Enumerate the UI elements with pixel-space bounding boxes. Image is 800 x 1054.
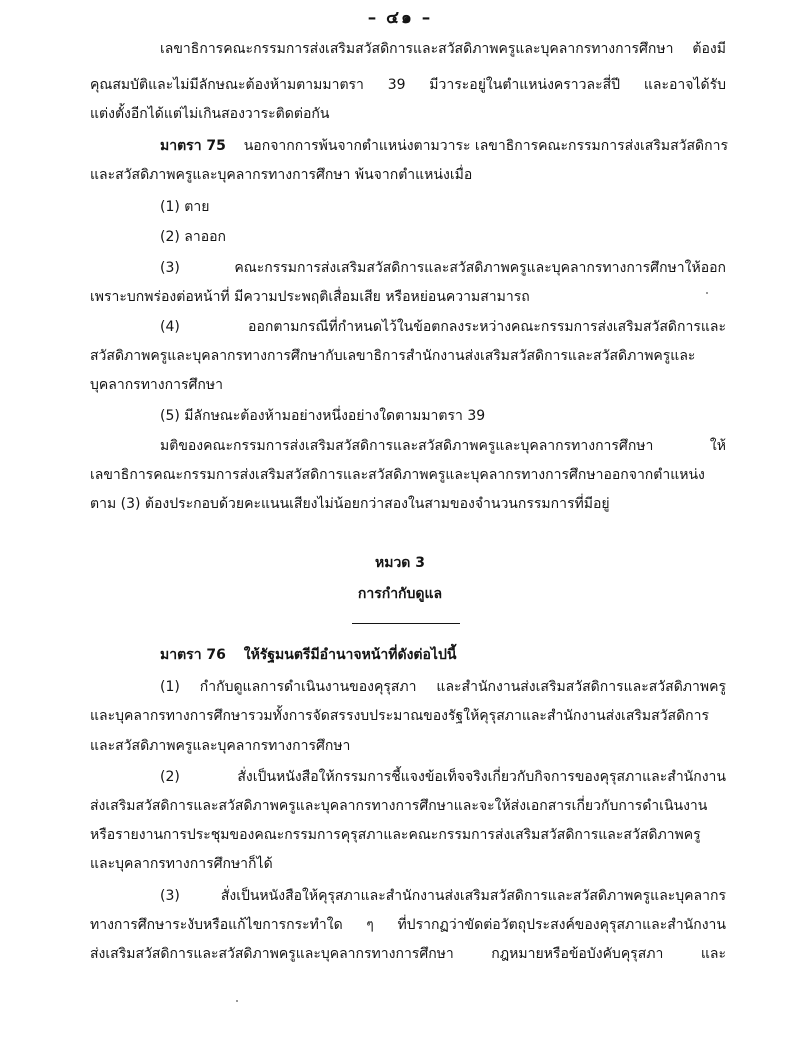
chapter-number: หมวด 3 (374, 555, 426, 571)
resolution-line: เลขาธิการคณะกรรมการส่งเสริมสวัสดิการและสวัสดิภาพครูและบุคลากรทางการศึกษาออกจากตำแหน่ง (90, 467, 705, 483)
paragraph-line: เลขาธิการคณะกรรมการส่งเสริมสวัสดิการและสวัสดิภาพครูและบุคลากรทางการศึกษา ต้องมี (160, 41, 726, 57)
list-item-continuation: ทางการศึกษาระงับหรือแก้ไขการกระทำใด ๆ ที่ปรากฏว่าขัดต่อวัตถุประสงค์ของคุรุสภาและสำนักงาน (90, 917, 726, 933)
list-item-continuation: เพราะบกพร่องต่อหน้าที่ มีความประพฤติเสื่อมเสีย หรือหย่อนความสามารถ (90, 289, 530, 305)
section-label: มาตรา 76 (160, 647, 226, 663)
list-item-continuation: สวัสดิภาพครูและบุคลากรทางการศึกษากับเลขาธิการสำนักงานส่งเสริมสวัสดิการและสวัสดิภาพครูและ (90, 348, 696, 364)
list-item-continuation: บุคลากรทางการศึกษา (90, 377, 223, 393)
list-item-continuation: และบุคลากรทางการศึกษารวมทั้งการจัดสรรงบประมาณของรัฐให้คุรุสภาและสำนักงานส่งเสริมสวัสดิการ (90, 708, 710, 724)
section-75-line (160, 137, 726, 155)
list-item-continuation: และบุคลากรทางการศึกษาก็ได้ (90, 856, 273, 872)
section-line: และสวัสดิภาพครูและบุคลากรทางการศึกษา พ้นจากตำแหน่งเมื่อ (90, 167, 473, 183)
list-item: (1) กำกับดูแลการดำเนินงานของคุรุสภา และสำนักงานส่งเสริมสวัสดิการและสวัสดิภาพครู (160, 679, 726, 695)
scan-speck (236, 1000, 238, 1002)
scan-speck (706, 292, 708, 294)
list-item: (3) สั่งเป็นหนังสือให้คุรุสภาและสำนักงานส่งเสริมสวัสดิการและสวัสดิภาพครูและบุคลากร (160, 888, 726, 904)
paragraph-line: คุณสมบัติและไม่มีลักษณะต้องห้ามตามมาตรา 39 มีวาระอยู่ในตำแหน่งคราวละสี่ปี และอาจได้รับ (90, 77, 726, 93)
page-number: – ๔๑ – (367, 8, 433, 28)
list-item: (3) คณะกรรมการส่งเสริมสวัสดิการและสวัสดิภาพครูและบุคลากรทางการศึกษาให้ออก (160, 260, 726, 276)
section-text: นอกจากการพ้นจากตำแหน่งตามวาระ เลขาธิการคณะกรรมการส่งเสริมสวัสดิการ (243, 138, 728, 154)
section-label: มาตรา 75 (160, 138, 226, 154)
list-item: (4) ออกตามกรณีที่กำหนดไว้ในข้อตกลงระหว่างคณะกรรมการส่งเสริมสวัสดิการและ (160, 319, 726, 335)
list-item: (2) ลาออก (160, 229, 227, 245)
list-item-continuation: ส่งเสริมสวัสดิการและสวัสดิภาพครูและบุคลากรทางการศึกษาและจะให้ส่งเอกสารเกี่ยวกับการดำเนินงาน (90, 798, 708, 814)
list-item-continuation: ส่งเสริมสวัสดิการและสวัสดิภาพครูและบุคลากรทางการศึกษา กฎหมายหรือข้อบังคับคุรุสภา และ (90, 946, 726, 962)
resolution-line: มติของคณะกรรมการส่งเสริมสวัสดิการและสวัสดิภาพครูและบุคลากรทางการศึกษา ให้ (160, 438, 726, 454)
list-item-continuation: หรือรายงานการประชุมของคณะกรรมการคุรุสภาและคณะกรรมการส่งเสริมสวัสดิการและสวัสดิภาพครู (90, 827, 701, 843)
list-item: (1) ตาย (160, 199, 210, 215)
section-text: ให้รัฐมนตรีมีอำนาจหน้าที่ดังต่อไปนี้ (243, 647, 457, 663)
chapter-title: การกำกับดูแล (357, 586, 443, 602)
section-76-line (160, 646, 456, 664)
paragraph-line: แต่งตั้งอีกได้แต่ไม่เกินสองวาระติดต่อกัน (90, 106, 330, 122)
list-item: (5) มีลักษณะต้องห้ามอย่างหนึ่งอย่างใดตามมาตรา 39 (160, 408, 486, 424)
list-item: (2) สั่งเป็นหนังสือให้กรรมการชี้แจงข้อเท็จจริงเกี่ยวกับกิจการของคุรุสภาและสำนักงาน (160, 769, 726, 785)
chapter-divider (352, 623, 460, 624)
list-item-continuation: และสวัสดิภาพครูและบุคลากรทางการศึกษา (90, 738, 351, 754)
resolution-line: ตาม (3) ต้องประกอบด้วยคะแนนเสียงไม่น้อยกว่าสองในสามของจำนวนกรรมการที่มีอยู่ (90, 496, 610, 512)
